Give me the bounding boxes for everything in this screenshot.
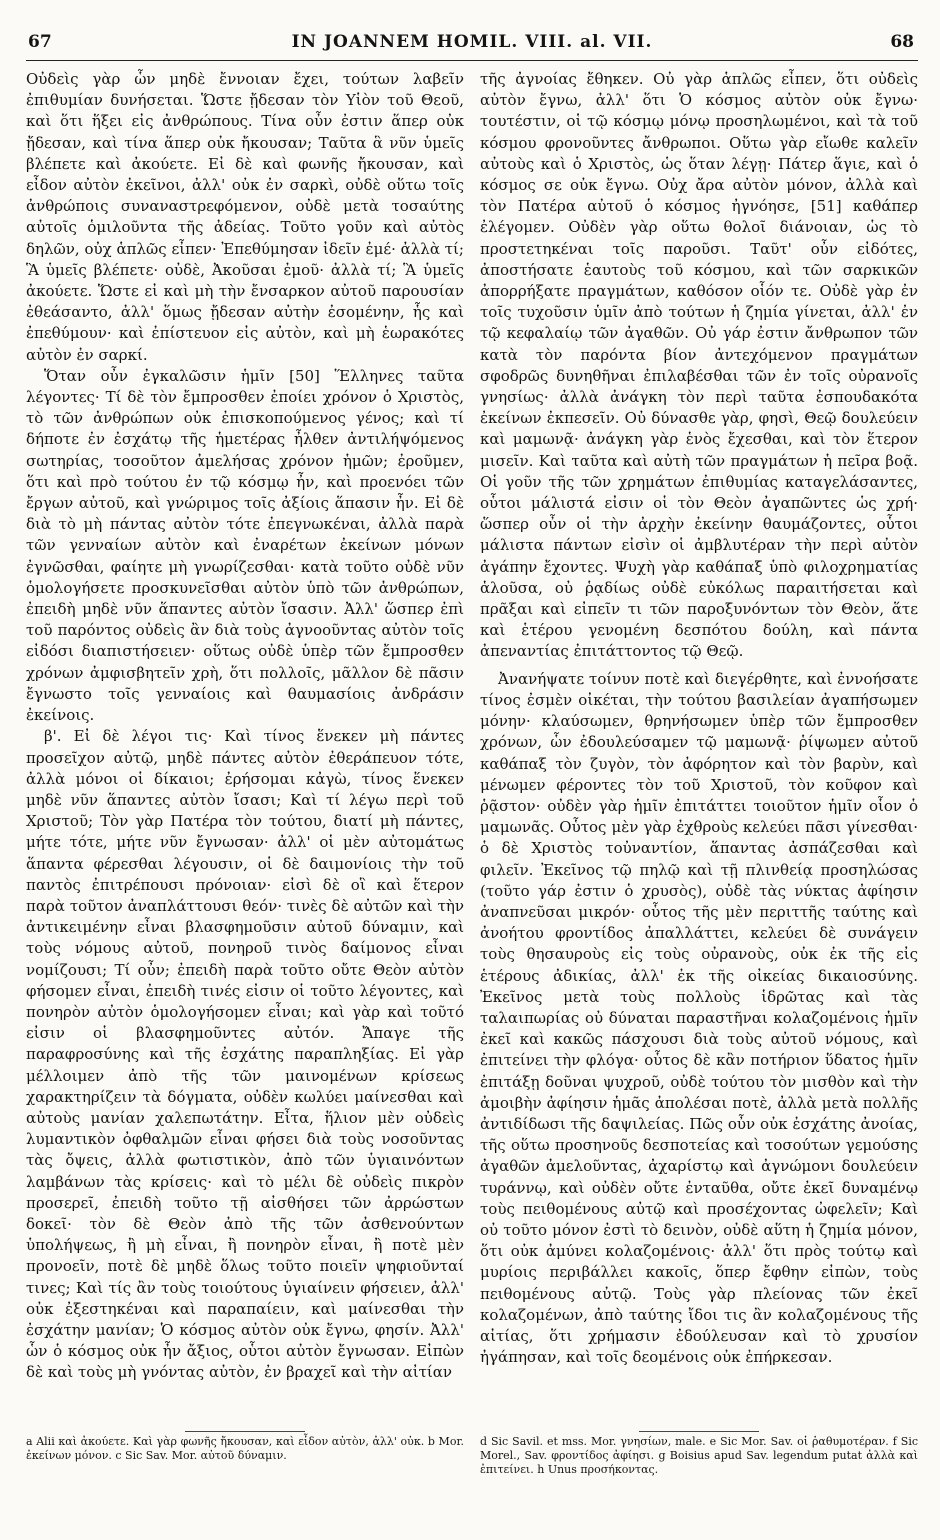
page-number-right: 68 <box>890 32 914 52</box>
footnote-rule <box>639 1431 759 1432</box>
footnote-text: a Alii καὶ ἀκούετε. Καὶ γὰρ φωνῆς ἤκουσαν, καὶ εἶδον αὐτὸν, ἀλλ' οὐκ. b Mor. ἐκείνων μόνον. c Sic Sav. Mor. αὐτοῦ δύναμιν. <box>26 1435 464 1462</box>
footnotes-left <box>26 1431 464 1463</box>
paragraph: Ἀνανήψατε τοίνυν ποτὲ καὶ διεγέρθητε, καὶ ἐννοήσατε τίνος ἐσμὲν οἰκέται, τὴν τούτου βασιλείαν ἀγαπήσωμεν μόνην· κλαύσωμεν, θρηνήσωμεν ὑπὲρ τῶν ἔμπροσθεν χρόνων, ὧν ἐδουλεύσαμεν τῷ μαμωνᾷ· ῥίψωμεν αὐτοῦ καθάπαξ τὸν ζυγὸν, τὸν ἀφόρητον καὶ τὸν βαρὺν, καὶ μένωμεν φέροντες τὸν τοῦ Χριστοῦ, τὸν κοῦφον καὶ ῥᾷστον· οὐδὲν γὰρ ἡμῖν ἐπιτάττει τοιοῦτον ἡμῖν οἷον ὁ μαμωνᾶς. Οὗτος μὲν γὰρ ἐχθροὺς κελεύει πᾶσι γίνεσθαι· ὁ δὲ Χριστὸς τοὐναντίον, ἅπαντας ἀσπάζεσθαι καὶ φιλεῖν. Ἐκεῖνος τῷ πηλῷ καὶ τῇ πλινθείᾳ προσηλώσας (τοῦτο γάρ ἐστιν ὁ χρυσὸς), οὐδὲ τὰς νύκτας ἀφίησιν ἀναπνεῦσαι μικρόν· οὗτος τῆς μὲν περιττῆς ταύτης καὶ ἀνοήτου φροντίδος ἀπαλλάττει, κελεύει δὲ συνάγειν τοὺς θησαυροὺς εἰς τοὺς οὐρανοὺς, οὐκ ἐκ τῆς εἰς ἑτέρους ἀδικίας, ἀλλ' ἐκ τῆς οἰκείας δικαιοσύνης. Ἐκεῖνος μετὰ τοὺς πολλοὺς ἱδρῶτας καὶ τὰς ταλαιπωρίας οὐ δύναται παραστῆναι κολαζομένοις ἡμῖν ἐκεῖ καὶ κακῶς πάσχουσι διὰ τοὺς αὐτοῦ νόμους, καὶ ἐπιτείνει τὴν φλόγα· οὗτος δὲ κἂν ποτήριον ὕδατος ἡμῖν ἐπιτάξῃ δοῦναι ψυχροῦ, οὐδὲ τούτου τὸν μισθὸν καὶ τὴν ἀμοιβὴν ἀφίησιν ἡμᾶς ἀπολέσαι ποτὲ, ἀλλὰ μετὰ πολλῆς ἀντιδίδωσι τῆς δαψιλείας. Πῶς οὖν οὐκ ἐσχάτης ἀνοίας, τῆς οὕτω προσηνοῦς δεσποτείας καὶ τοσούτων γεμούσης ἀγαθῶν ἀμελοῦντας, ἀχαρίστῳ καὶ ἀγνώμονι δουλεύειν τυράννῳ, καὶ οὐδὲν οὔτε ἐνταῦθα, οὔτε ἐκεῖ δυναμένῳ τοὺς πειθομένους αὐτῷ καὶ προσέχοντας ὠφελεῖν; Καὶ οὐ τοῦτο μόνον ἐστὶ τὸ δεινὸν, οὐδὲ αὕτη ἡ ζημία μόνον, ὅτι οὐκ ἀμύνει κολαζομένοις· ἀλλ' ὅτι πρὸς τούτῳ καὶ μυρίοις περιβάλλει κακοῖς, ὅπερ ἔφθην εἰπὼν, τοὺς πειθομένους αὐτῷ. Τοὺς γὰρ πλείονας τῶν ἐκεῖ κολαζομένων, ἀπὸ ταύτης ἴδοι τις ἂν κολαζομένους τῆς αἰτίας, ὅτι χρήμασιν ἐδούλευσαν καὶ τὸ χρυσίον ἠγάπησαν, καὶ τοῖς δεομένοις οὐκ ἐπήρκεσαν. <box>480 669 918 1367</box>
paragraph: τῆς ἀγνοίας ἔθηκεν. Οὐ γὰρ ἁπλῶς εἶπεν, ὅτι οὐδεὶς αὐτὸν ἔγνω, ἀλλ' ὅτι Ὁ κόσμος αὐτὸν οὐκ ἔγνω· τουτέστιν, οἱ τῷ κόσμῳ μόνῳ προσηλωμένοι, καὶ τὰ τοῦ κόσμου φρονοῦντες ἄνθρωποι. Οὕτω γὰρ εἴωθε καλεῖν αὐτοὺς καὶ ὁ Χριστὸς, ὡς ὅταν λέγῃ· Πάτερ ἅγιε, καὶ ὁ κόσμος σε οὐκ ἔγνω. Οὐχ ἄρα αὐτὸν μόνον, ἀλλὰ καὶ τὸν Πατέρα αὐτοῦ ὁ κόσμος ἠγνόησε, [51] καθάπερ ἐλέγομεν. Οὐδὲν γὰρ οὕτω θολοῖ διάνοιαν, ὡς τὸ προστετηκέναι τοῖς παροῦσι. Ταῦτ' οὖν εἰδότες, ἀποστήσατε ἑαυτοὺς τοῦ κόσμου, καὶ τῶν σαρκικῶν ἀπορρήξατε πραγμάτων, καθόσον οἷόν τε. Οὐδὲ γὰρ ἐν τοῖς τυχοῦσιν ὑμῖν ἀπὸ τούτων ἡ ζημία γίνεται, ἀλλ' ἐν τῷ κεφαλαίῳ τῶν ἀγαθῶν. Οὐ γάρ ἐστιν ἄνθρωπον τῶν κατὰ τὸν παρόντα βίον ἀντεχόμενον πραγμάτων σφοδρῶς δυνηθῆναι ἐπιλαβέσθαι τῶν ἐν τοῖς οὐρανοῖς γνησίως· ἀλλὰ ἀνάγκη τὸν περὶ ταῦτα ἐσπουδακότα ἐκείνων ἐκπεσεῖν. Οὐ δύνασθε γὰρ, φησὶ, Θεῷ δουλεύειν καὶ μαμωνᾷ· ἀνάγκη γὰρ ἑνὸς ἔχεσθαι, καὶ τὸν ἕτερον μισεῖν. Καὶ ταῦτα καὶ αὐτὴ τῶν πραγμάτων ἡ πεῖρα βοᾷ. Οἱ γοῦν τῆς τῶν χρημάτων ἐπιθυμίας καταγελάσαντες, οὗτοι μάλιστά εἰσιν οἱ τὸν Θεὸν ἀγαπῶντες ὡς χρή· ὥσπερ οὖν οἱ τὴν ἀρχὴν ἐκείνην θαυμάζοντες, οὗτοι μάλιστα πάντων εἰσὶν οἱ ἀμβλυτέραν τὴν περὶ αὐτὸν ἀγάπην ἔχοντες. Ψυχὴ γὰρ καθάπαξ ὑπὸ φιλοχρηματίας ἁλοῦσα, οὐ ῥᾳδίως οὐδὲ εὐκόλως παραιτήσεται καὶ πρᾶξαι καὶ εἰπεῖν τι τῶν παροξυνόντων τὸν Θεὸν, ἅτε καὶ ἑτέρου γενομένη δεσπότου δούλη, καὶ πάντα ἀπεναντίας ἐπιτάττοντος τῷ Θεῷ. <box>480 70 918 661</box>
paragraph: β'. Εἰ δὲ λέγοι τις· Καὶ τίνος ἕνεκεν μὴ πάντες προσεῖχον αὐτῷ, μηδὲ πάντες αὐτὸν ἐθεράπευον τότε, ἀλλὰ μόνοι οἱ δίκαιοι; ἐρήσομαι κἀγὼ, τίνος ἕνεκεν μηδὲ νῦν ἅπαντες αὐτὸν ἴσασι; Καὶ τί λέγω περὶ τοῦ Χριστοῦ; Τὸν γὰρ Πατέρα τὸν τούτου, διατί μὴ πάντες, μήτε τότε, μήτε νῦν ἔγνωσαν· ἀλλ' οἱ μὲν αὐτομάτως ἅπαντα φέρεσθαι λέγουσιν, οἱ δὲ δαιμονίοις τὴν τοῦ παντὸς ἐπιτρέπουσι πρόνοιαν· εἰσὶ δὲ οἳ καὶ ἕτερον παρὰ τοῦτον ἀναπλάττουσι θεόν· τινὲς δὲ αὐτῶν καὶ τὴν ἀντικειμένην εἶναι βλασφημοῦσιν αὐτοῦ δύναμιν, καὶ τοὺς νόμους αὐτοῦ, πονηροῦ τινὸς δαίμονος εἶναι νομίζουσι; Τί οὖν; ἐπειδὴ παρὰ τοῦτο οὔτε Θεὸν αὐτὸν φήσομεν εἶναι, ἐπειδὴ τινές εἰσιν οἱ τοῦτο λέγοντες, καὶ πονηρὸν αὐτὸν ὁμολογήσομεν εἶναι; καὶ γὰρ καὶ τοῦτό εἰσιν οἱ βλασφημοῦντες αὐτόν. Ἄπαγε τῆς παραφροσύνης καὶ τῆς ἐσχάτης παραπληξίας. Εἰ γὰρ μέλλοιμεν ἀπὸ τῆς τῶν μαινομένων κρίσεως χαρακτηρίζειν τὰ δόγματα, οὐδὲν κωλύει μαίνεσθαι καὶ αὐτοὺς μανίαν χαλεπωτάτην. Εἶτα, ἥλιον μὲν οὐδεὶς λυμαντικὸν ὀφθαλμῶν εἶναι φήσει διὰ τοὺς νοσοῦντας τὰς ὄψεις, ἀλλὰ φωτιστικὸν, ἀπὸ τῶν ὑγιαινόντων λαμβάνων τὰς κρίσεις· καὶ τὸ μέλι δὲ οὐδεὶς πικρὸν προσερεῖ, ἐπειδὴ τοῦτο τῇ αἰσθήσει τῶν ἀρρώστων δοκεῖ· τὸν δὲ Θεὸν ἀπὸ τῆς τῶν ἀσθενούντων ὑπολήψεως, ἢ μὴ εἶναι, ἢ πονηρὸν εἶναι, ἢ ποτὲ μὲν προνοεῖν, ποτὲ δὲ μηδὲ ὅλως τοῦτο ποιεῖν ψηφιοῦνταί τινες; Καὶ τίς ἂν τοὺς τοιούτους ὑγιαίνειν φήσειεν, ἀλλ' οὐκ ἐξεστηκέναι καὶ παραπαίειν, καὶ μαίνεσθαι τὴν ἐσχάτην μανίαν; Ὁ κόσμος αὐτὸν οὐκ ἔγνω, φησίν. Ἀλλ' ὧν ὁ κόσμος οὐκ ἦν ἄξιος, οὗτοι αὐτὸν ἔγνωσαν. Εἰπὼν δὲ καὶ τοὺς μὴ γνόντας αὐτὸν, ἐν βραχεῖ καὶ τὴν αἰτίαν <box>26 727 464 1382</box>
right-column <box>480 69 918 1476</box>
page-number-left: 67 <box>28 32 52 52</box>
footnote-text: d Sic Savil. et mss. Mor. γνησίων, male. e Sic Mor. Sav. οἱ ῥαθυμοτέραν. f Sic Morel., Sav. φροντίδος ἀφίησι. g Boisius apud Sav. legendum putat ἀλλὰ καὶ ἐπιτείνει. h Unus προσήκοντας. <box>480 1435 918 1476</box>
running-title: IN JOANNEM HOMIL. VIII. al. VII. <box>291 32 653 52</box>
paragraph: Οὐδεὶς γὰρ ὧν μηδὲ ἔννοιαν ἔχει, τούτων λαβεῖν ἐπιθυμίαν δυνήσεται. Ὥστε ᾔδεσαν τὸν Υἱὸν τοῦ Θεοῦ, καὶ ὅτι ἥξει εἰς ἀνθρώπους. Τίνα οὖν ἐστιν ἅπερ οὐκ ᾔδεσαν, καὶ τίνα ἅπερ οὐκ ἤκουσαν; Ταῦτα ἃ νῦν ὑμεῖς βλέπετε καὶ ἀκούετε. Εἰ δὲ καὶ φωνῆς ἤκουσαν, καὶ εἶδον αὐτὸν ἐκεῖνοι, ἀλλ' οὐκ ἐν σαρκὶ, οὐδὲ οὕτω τοῖς ἀνθρώποις συναναστρεφόμενον, οὐδὲ μετὰ τοσαύτης αὐτοῖς ὁμιλοῦντα τῆς ἀδείας. Τοῦτο γοῦν καὶ αὐτὸς δηλῶν, οὐχ ἁπλῶς εἶπεν· Ἐπεθύμησαν ἰδεῖν ἐμέ· ἀλλὰ τί; Ἃ ὑμεῖς βλέπετε· οὐδὲ, Ἀκοῦσαι ἐμοῦ· ἀλλὰ τί; Ἃ ὑμεῖς ἀκούετε. Ὥστε εἰ καὶ μὴ τὴν ἔνσαρκον αὐτοῦ παρουσίαν ἐθεάσαντο, ἀλλ' ὅμως ᾔδεσαν αὐτὴν ἐσομένην, ἧς καὶ ἐπεθύμουν· καὶ ἐπίστευον εἰς αὐτὸν, καὶ μὴ ἑωρακότες αὐτὸν ἐν σαρκί. <box>26 70 464 364</box>
text-columns <box>26 69 918 1476</box>
left-column <box>26 69 464 1462</box>
paragraph: Ὅταν οὖν ἐγκαλῶσιν ἡμῖν [50] Ἕλληνες ταῦτα λέγοντες· Τί δὲ τὸν ἔμπροσθεν ἐποίει χρόνον ὁ Χριστὸς, τὸ τῶν ἀνθρώπων οὐκ ἐπισκοπούμενος γένος; καὶ τί δήποτε ἐν ἐσχάτῳ τῆς ἡμετέρας ἦλθεν ἀντιλήψόμενος σωτηρίας, τοσοῦτον ἀμελήσας χρόνον ἡμῶν; ἐροῦμεν, ὅτι καὶ πρὸ τούτου ἐν τῷ κόσμῳ ἦν, καὶ προενόει τῶν ἔργων αὐτοῦ, καὶ γνώριμος τοῖς ἀξίοις ἅπασιν ἦν. Εἰ δὲ διὰ τὸ μὴ πάντας αὐτὸν τότε ἐπεγνωκέναι, ἀλλὰ παρὰ τῶν γενναίων αὐτὸν καὶ ἐναρέτων ἐκείνων μόνων ἐγνῶσθαι, φαίητε μὴ γνωρίζεσθαι· κατὰ τοῦτο οὐδὲ νῦν ὁμολογήσετε προσκυνεῖσθαι αὐτὸν ὑπὸ τῶν ἀνθρώπων, ἐπειδὴ μηδὲ νῦν ἅπαντες αὐτὸν ἴσασιν. Ἀλλ' ὥσπερ ἐπὶ τοῦ παρόντος οὐδεὶς ἂν διὰ τοὺς ἀγνοοῦντας αὐτὸν τοῖς εἰδόσι διαπιστήσειεν· οὕτως οὐδὲ ὑπὲρ τῶν ἔμπροσθεν χρόνων ἀμφισβητεῖν χρὴ, ὅτι πολλοῖς, μᾶλλον δὲ πᾶσιν ἔγνωστο τοῖς γενναίοις καὶ θαυμασίοις ἀνδράσιν ἐκείνοις. <box>26 366 464 725</box>
footnotes-right <box>480 1431 918 1477</box>
running-header <box>26 30 918 61</box>
footnote-rule <box>185 1431 305 1432</box>
